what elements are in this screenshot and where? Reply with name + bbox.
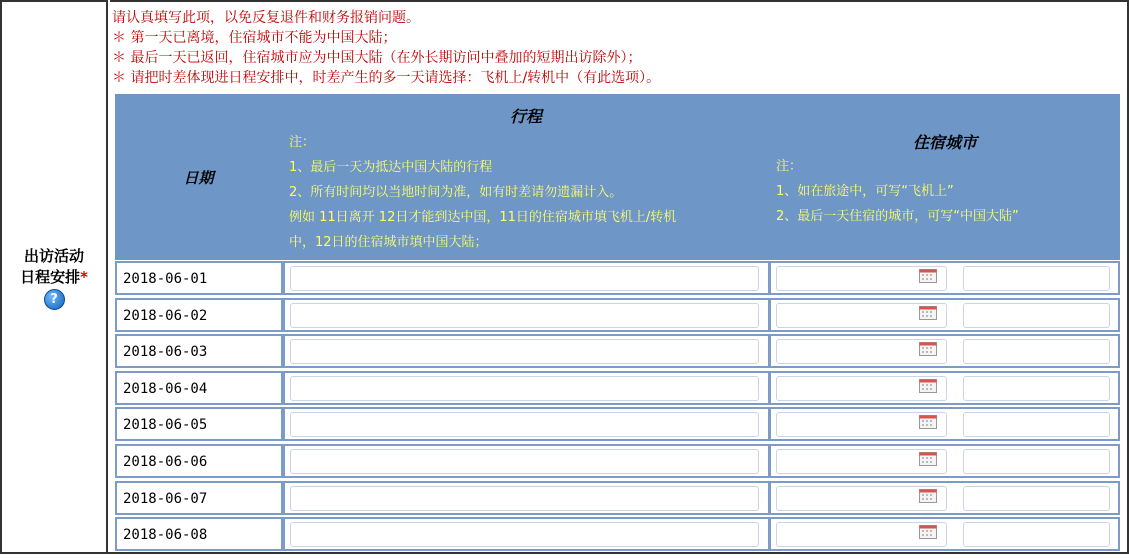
- date-cell: [115, 444, 283, 478]
- date-cell: [115, 334, 283, 368]
- calendar-icon[interactable]: [919, 415, 937, 429]
- city-cell: [769, 334, 1120, 368]
- table-row: [115, 481, 1120, 517]
- field-label-line2-wrap: [0, 267, 108, 288]
- table-row: [115, 334, 1120, 370]
- city-cell: [769, 517, 1120, 551]
- city-detail-input[interactable]: [963, 339, 1110, 364]
- itinerary-cell: [283, 481, 770, 515]
- itinerary-input[interactable]: [290, 376, 759, 401]
- date-cell: [115, 298, 283, 332]
- itinerary-input[interactable]: [290, 486, 759, 511]
- calendar-icon[interactable]: [919, 379, 937, 393]
- date-text: 2018-06-08: [123, 527, 208, 544]
- date-text: 2018-06-01: [123, 271, 208, 287]
- field-label-line1: 出访活动: [23, 247, 84, 265]
- date-text: 2018-06-04: [123, 380, 208, 397]
- city-cell: [769, 481, 1120, 515]
- city-cell: [769, 261, 1120, 295]
- date-text: 2018-06-06: [123, 454, 208, 470]
- table-row: [115, 298, 1120, 334]
- city-detail-input[interactable]: [963, 486, 1110, 511]
- city-detail-input[interactable]: [963, 266, 1110, 291]
- schedule-table: [115, 94, 1120, 554]
- instruction-notes: [112, 8, 660, 88]
- city-detail-input[interactable]: [963, 522, 1110, 547]
- itinerary-cell: [283, 444, 770, 478]
- header-city-title: 住宿城市: [912, 133, 977, 152]
- required-star: *: [80, 268, 88, 286]
- field-label: [0, 246, 108, 310]
- calendar-icon[interactable]: [919, 489, 937, 503]
- city-detail-input[interactable]: [963, 449, 1110, 474]
- table-row: [115, 371, 1120, 407]
- calendar-icon[interactable]: [919, 452, 937, 466]
- calendar-icon[interactable]: [919, 306, 937, 320]
- note-line: ＊ 第一天已离境，住宿城市不能为中国大陆；: [112, 30, 397, 46]
- itinerary-cell: [283, 334, 770, 368]
- itinerary-cell: [283, 261, 770, 295]
- date-cell: [115, 481, 283, 515]
- header-itinerary-notes: [289, 130, 676, 255]
- calendar-icon[interactable]: [919, 525, 937, 539]
- date-cell: [115, 371, 283, 405]
- itinerary-cell: [283, 517, 770, 551]
- city-note: 2、最后一天住宿的城市，可写“中国大陆”: [776, 209, 1019, 224]
- header-itinerary: [283, 94, 769, 260]
- itinerary-input[interactable]: [290, 522, 759, 547]
- table-row: [115, 444, 1120, 480]
- itinerary-input[interactable]: [290, 412, 759, 437]
- city-cell: [769, 444, 1120, 478]
- itinerary-note: 1、最后一天为抵达中国大陆的行程: [289, 160, 493, 175]
- itinerary-note: 2、所有时间均以当地时间为准，如有时差请勿遗漏计入。: [289, 185, 623, 200]
- date-cell: [115, 407, 283, 441]
- table-row: [115, 517, 1120, 553]
- bottom-divider: [0, 552, 1129, 554]
- date-text: 2018-06-03: [123, 344, 208, 361]
- table-row: [115, 407, 1120, 443]
- city-detail-input[interactable]: [963, 303, 1110, 328]
- date-text: 2018-06-05: [123, 417, 208, 434]
- header-itinerary-title: 行程: [509, 107, 542, 126]
- header-city: [770, 94, 1120, 260]
- date-text: 2018-06-07: [123, 490, 208, 507]
- city-detail-input[interactable]: [963, 412, 1110, 437]
- city-cell: [769, 371, 1120, 405]
- date-text: 2018-06-02: [123, 307, 208, 324]
- schedule-section: [110, 0, 1129, 552]
- city-cell: [769, 298, 1120, 332]
- note-line: 请认真填写此项，以免反复退件和财务报销问题。: [112, 10, 420, 26]
- itinerary-cell: [283, 371, 770, 405]
- note-line: ＊ 请把时差体现进日程安排中，时差产生的多一天请选择：飞机上/转机中（有此选项）。: [112, 70, 661, 86]
- header-date: 日期: [183, 168, 214, 187]
- itinerary-input[interactable]: [290, 449, 759, 474]
- table-row: [115, 261, 1120, 297]
- itinerary-input[interactable]: [290, 266, 759, 291]
- itinerary-cell: [283, 298, 770, 332]
- city-cell: [769, 407, 1120, 441]
- itinerary-cell: [283, 407, 770, 441]
- table-header: [115, 94, 1120, 260]
- city-note: 1、如在旅途中，可写“飞机上”: [776, 184, 954, 199]
- help-icon[interactable]: ?: [44, 289, 65, 310]
- calendar-icon[interactable]: [919, 269, 937, 283]
- field-label-line2: 日程安排: [20, 268, 81, 286]
- city-note: 注：: [776, 159, 803, 174]
- calendar-icon[interactable]: [919, 342, 937, 356]
- itinerary-note: 例如 11日离开 12日才能到达中国，11日的住宿城市填飞机上/转机: [289, 210, 677, 225]
- note-line: ＊ 最后一天已返回，住宿城市应为中国大陆（在外长期访问中叠加的短期出访除外）；: [112, 50, 642, 66]
- itinerary-input[interactable]: [290, 303, 759, 328]
- date-cell: [115, 261, 283, 295]
- itinerary-note: 注：: [289, 135, 316, 150]
- city-detail-input[interactable]: [963, 376, 1110, 401]
- header-city-notes: [776, 154, 1019, 229]
- itinerary-input[interactable]: [290, 339, 759, 364]
- itinerary-note: 中，12日的住宿城市填中国大陆；: [289, 235, 488, 250]
- date-cell: [115, 517, 283, 551]
- help-wrap: [0, 288, 108, 310]
